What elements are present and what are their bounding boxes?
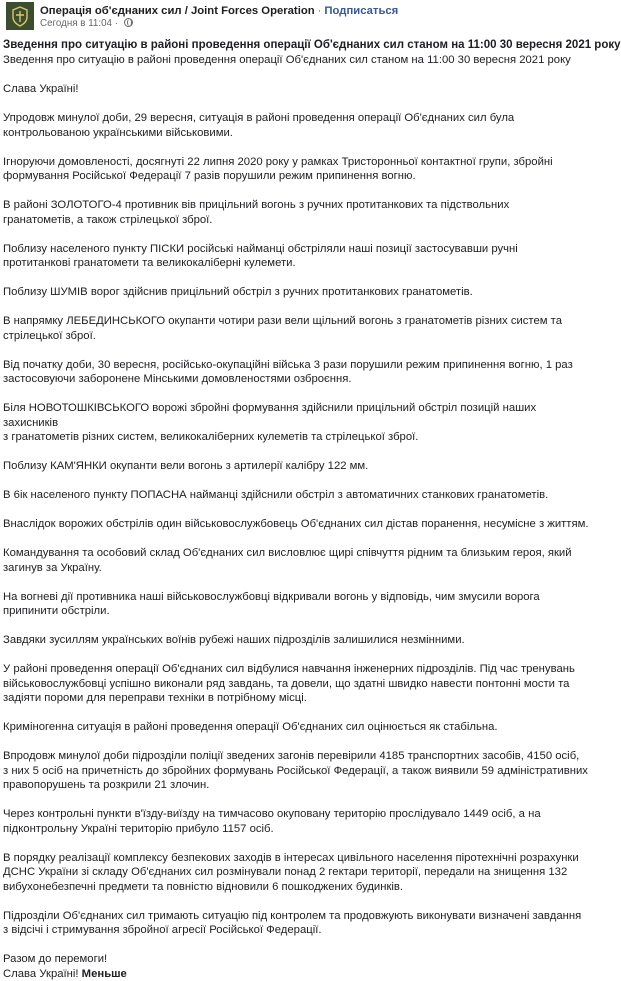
post-paragraph: В 6ік населеного пункту ПОПАСНА найманці здійснили обстріл з автоматичних станкових гранатометів.: [3, 488, 589, 503]
paragraph-gap: [3, 343, 589, 358]
post-paragraph: В районі ЗОЛОТОГО-4 противник вів прицільний вогонь з ручних протитанкових та підствольних гранатометів, а також стрілецької зброї.: [3, 198, 589, 227]
post-paragraphs: [3, 53, 589, 938]
post-paragraph: Поблизу КАМ'ЯНКИ окупанти вели вогонь з артилерії калібру 122 мм.: [3, 459, 589, 474]
post-paragraph: Ігноруючи домовленості, досягнуті 22 липня 2020 року у рамках Тристоронньої контактної групи, збройні формування Російської Федерації 7 разів порушили режим припинення вогню.: [3, 155, 589, 184]
post-paragraph: Підрозділи Об'єднаних сил тримають ситуацію під контролем та продовжують виконувати визначені завдання з відсічі і стримування збройної агресії Російської Федерації.: [3, 909, 589, 938]
closing-text: Слава Україні!: [3, 968, 79, 980]
post-paragraph: Криміногенна ситуація в районі проведення операції Об'єднаних сил оцінюється як стабільна.: [3, 720, 589, 735]
paragraph-gap: [3, 387, 589, 402]
post-paragraph: Командування та особовий склад Об'єднаних сил висловлює щирі співчуття рідним та близьким героя, який загинув за Україну.: [3, 546, 589, 575]
paragraph-gap: [3, 894, 589, 909]
paragraph-gap: [3, 706, 589, 721]
post-paragraph: Поблизу ШУМІВ ворог здійснив прицільний обстріл з ручних протитанкових гранатометів.: [3, 285, 589, 300]
paragraph-gap: [3, 793, 589, 808]
post-paragraph: Через контрольні пункти в'їзду-виїзду на тимчасово окуповану територію прослідувало 1449 осіб, а на підконтрольну Україні територію прибуло 1157 осіб.: [3, 807, 589, 836]
post-body: [3, 38, 589, 981]
post-title: Зведення про ситуацію в районі проведення операції Об'єднаних сил станом на 11:00 30 вересня 2021 року: [3, 38, 589, 53]
page-name-link[interactable]: Операція об'єднаних сил / Joint Forces Operation: [40, 5, 315, 17]
post-timestamp[interactable]: Сегодня в 11:04: [40, 18, 112, 29]
post-paragraph: Слава Україні!: [3, 82, 589, 97]
post-paragraph: На вогневі дії противника наші військовослужбовці відкривали вогонь у відповідь, чим змусили ворога припинити обстріли.: [3, 590, 589, 619]
post-paragraph: Поблизу населеного пункту ПІСКИ російські найманці обстріляли наші позиції застосувавши ручні протитанкові гранатомети та великокаліберні кулемети.: [3, 242, 589, 271]
post-paragraph: В порядку реалізації комплексу безпекових заходів в інтересах цивільного населення піротехнічні розрахунки ДСНС України зі складу Об'єднаних сил розмінували понад 2 гектари території, передали на знищення 132 вибухонебезпечні предмети та повністю відновили 6 пошкоджених будинків.: [3, 851, 589, 895]
paragraph-gap: [3, 938, 589, 953]
paragraph-gap: [3, 575, 589, 590]
post-paragraph: Упродовж минулої доби, 29 вересня, ситуація в районі проведення операції Об'єднаних сил була контрольованою українськими військовими.: [3, 111, 589, 140]
paragraph-gap: [3, 735, 589, 750]
paragraph-gap: [3, 474, 589, 489]
paragraph-gap: [3, 97, 589, 112]
subscribe-button[interactable]: Подписаться: [324, 5, 398, 17]
paragraph-gap: [3, 503, 589, 518]
post-paragraph: У районі проведення операції Об'єднаних сил відбулися навчання інженерних підрозділів. Під час тренувань військовослужбовці успішно виконали ряд завдань, та довели, що здатні швидко навести понтонні мости та задіяти пороми для переправи техніки в потрібному місці.: [3, 662, 589, 706]
paragraph-gap: [3, 619, 589, 634]
paragraph-gap: [3, 271, 589, 286]
closing-line-2: [3, 967, 589, 981]
paragraph-gap: [3, 227, 589, 242]
paragraph-gap: [3, 140, 589, 155]
page-name-line: [40, 4, 398, 18]
paragraph-gap: [3, 836, 589, 851]
globe-icon[interactable]: [124, 18, 133, 27]
see-less-link[interactable]: Меньше: [82, 968, 127, 980]
paragraph-gap: [3, 184, 589, 199]
post-paragraph: Зведення про ситуацію в районі проведення операції Об'єднаних сил станом на 11:00 30 вересня 2021 року: [3, 53, 589, 68]
post-paragraph: Завдяки зусиллям українських воїнів рубежі наших підрозділів залишилися незмінними.: [3, 633, 589, 648]
closing-line-1: Разом до перемоги!: [3, 952, 589, 967]
post-paragraph: Біля НОВОТОШКІВСЬКОГО ворожі збройні формування здійснили прицільний обстріл позицій наших захисників з гранатометів різних систем, великокаліберних кулеметів та стрілецької зброї.: [3, 401, 589, 445]
paragraph-gap: [3, 68, 589, 83]
post-paragraph: Впродовж минулої доби підрозділи поліції зведених загонів перевірили 4185 транспортних засобів, 4150 осіб, з них 5 осіб на причетність до збройних формувань Російської Федерації, а також виявили 59 адміністративних правопорушень та розкрили 21 злочин.: [3, 749, 589, 793]
paragraph-gap: [3, 300, 589, 315]
paragraph-gap: [3, 532, 589, 547]
header-separator: ·: [318, 5, 322, 17]
post-paragraph: Внаслідок ворожих обстрілів один військовослужбовець Об'єднаних сил дістав поранення, несумісне з життям.: [3, 517, 589, 532]
meta-separator: ·: [115, 18, 118, 29]
page-avatar[interactable]: [6, 2, 34, 30]
post-header: [0, 0, 592, 32]
paragraph-gap: [3, 648, 589, 663]
post-meta: [40, 18, 133, 30]
joint-forces-emblem-icon: [6, 2, 34, 30]
post-paragraph: Від початку доби, 30 вересня, російсько-окупаційні війська 3 рази порушили режим припинення вогню, 1 раз застосовуючи заборонене Мінськими домовленостями озброєння.: [3, 358, 589, 387]
paragraph-gap: [3, 445, 589, 460]
post-paragraph: В напрямку ЛЕБЕДИНСЬКОГО окупанти чотири рази вели щільний вогонь з гранатометів різних систем та стрілецької зброї.: [3, 314, 589, 343]
